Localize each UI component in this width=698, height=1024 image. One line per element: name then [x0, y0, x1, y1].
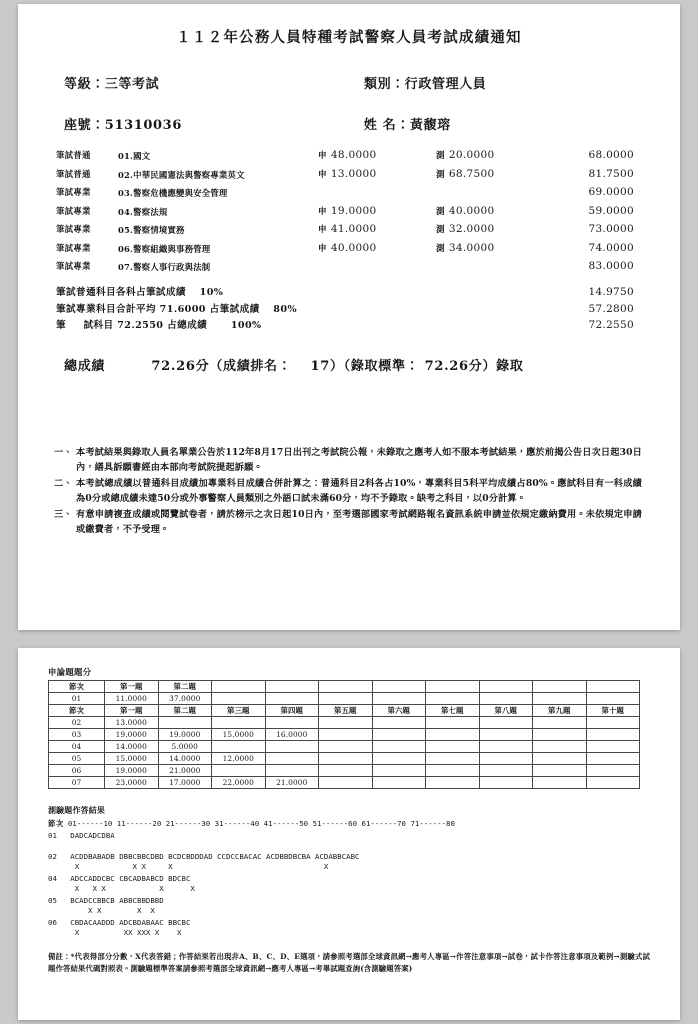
note-text: 有意申請複查成績或閱覽試卷者，請於榜示之次日起10日內，至考選部國家考試網路報名資訊系統申請並依規定繳納費用。未依規定申請或繳費者，不予受理。 — [76, 508, 642, 535]
essay-table-cell — [426, 765, 480, 777]
essay-table-row — [49, 765, 640, 777]
essay-table-cell — [265, 765, 319, 777]
page-title: １１２年公務人員特種考試警察人員考試成績通知 — [176, 29, 522, 46]
essay-table-cell — [533, 729, 587, 741]
essay-table-cell: 5.0000 — [158, 741, 212, 753]
mc-score-value: 68.7500 — [448, 167, 495, 180]
essay-table-cell — [372, 717, 426, 729]
essay-score-value: 48.0000 — [330, 149, 377, 161]
essay-score-value: 19.0000 — [330, 204, 377, 217]
subject-essay-score — [318, 242, 436, 254]
essay-table-cell — [265, 717, 319, 729]
essay-table-row — [49, 693, 640, 705]
note-text: 本考試總成績以普通科目成績加專業科目成績合併計算之：普通科目2科各占10%，專業科目5科平均成績占80%。應試科目有一科成績為0分或總成績未達50分或外事警察人員類別之外語口試未滿60分，均不予錄取。缺考之科目，以0分計算。 — [76, 477, 642, 504]
subject-name: 01.國文 — [118, 151, 151, 161]
mc-session-number: 01 — [48, 830, 57, 840]
subject-category: 筆試專業 — [56, 242, 91, 253]
essay-table-cell — [586, 765, 640, 777]
essay-table-cell — [533, 717, 587, 729]
subject-total-score: 68.0000 — [588, 149, 634, 161]
essay-score-value: 41.0000 — [330, 223, 377, 235]
essay-table-cell — [319, 741, 373, 753]
essay-table-cell — [586, 753, 640, 765]
subject-mc-score — [436, 223, 556, 235]
essay-table-header-cell — [479, 681, 533, 693]
essay-table-cell: 14.0000 — [105, 741, 159, 753]
grand-total-line: 總成績 72.26分（成績排名： 17）（錄取標準： 72.26分）錄取 — [64, 359, 524, 374]
summary-value: 14.9750 — [588, 286, 634, 298]
subject-row — [42, 186, 656, 201]
summary-value: 72.2550 — [588, 319, 634, 331]
mc-answers-section — [48, 805, 658, 937]
essay-table-row — [49, 741, 640, 753]
mc-mark-label: 測 — [436, 206, 445, 217]
note-item — [54, 477, 642, 507]
subject-name: 06.警察組織與事務管理 — [118, 243, 211, 254]
essay-table-cell: 19.0000 — [105, 765, 159, 777]
essay-table-cell — [319, 777, 373, 789]
essay-mark-label: 申 — [318, 243, 327, 254]
exam-grade: 等級：三等考試 — [64, 77, 160, 92]
essay-table-header-cell: 第九題 — [533, 705, 587, 717]
essay-table-cell — [426, 717, 480, 729]
essay-table-cell — [372, 777, 426, 789]
subject-essay-score — [318, 168, 436, 180]
subject-row — [42, 168, 656, 183]
score-notification-page-2 — [18, 648, 680, 1020]
essay-table-cell: 12.0000 — [212, 753, 266, 765]
essay-table-cell: 07 — [49, 777, 105, 789]
note-item — [54, 446, 642, 476]
essay-table-header-row — [49, 705, 640, 717]
essay-table-row — [49, 753, 640, 765]
essay-table-cell — [586, 717, 640, 729]
essay-table-cell: 19.0000 — [158, 729, 212, 741]
essay-table-cell: 19.0000 — [105, 729, 159, 741]
subject-total-score: 74.0000 — [588, 241, 634, 254]
essay-table-header-cell: 第二題 — [158, 681, 212, 693]
essay-table-cell — [479, 729, 533, 741]
essay-table-cell — [479, 765, 533, 777]
essay-table-header-cell — [265, 681, 319, 693]
subject-name: 05.警察情境實務 — [118, 225, 185, 235]
essay-table-cell — [372, 753, 426, 765]
exam-category: 類別：行政管理人員 — [364, 77, 487, 92]
essay-table-cell — [212, 741, 266, 753]
subject-row — [42, 242, 656, 257]
mc-answer-group — [48, 874, 658, 893]
essay-table-header-cell — [372, 681, 426, 693]
subject-mc-score — [436, 168, 556, 180]
mc-answer-string: DADCADCDBA — [70, 830, 115, 840]
mc-wrong-answer-marks — [48, 840, 658, 849]
essay-table-header-cell: 第二題 — [158, 705, 212, 717]
essay-table-cell: 15.0000 — [105, 753, 159, 765]
mc-session-number: 05 — [48, 896, 57, 906]
summary-label: 筆試普通科目各科占筆試成績 10% — [56, 287, 224, 298]
essay-mark-label: 申 — [318, 206, 327, 217]
essay-table-cell — [265, 741, 319, 753]
essay-table-cell: 02 — [49, 717, 105, 729]
mc-answer-string: ACDDBABADB DBBCBBCDBD BCDCBDDDAD CCDCCBACAC ACDBBDBCBA ACDABBCABC — [70, 852, 360, 862]
essay-score-table — [48, 680, 640, 789]
essay-table-cell — [212, 693, 266, 705]
essay-table-cell — [533, 765, 587, 777]
essay-table-cell: 03 — [49, 729, 105, 741]
subject-mc-score — [436, 242, 556, 254]
essay-table-row — [49, 717, 640, 729]
subject-category: 筆試專業 — [56, 261, 91, 271]
essay-table-cell: 37.0000 — [158, 693, 212, 705]
essay-table-cell: 05 — [49, 753, 105, 765]
subject-mc-score — [436, 205, 556, 217]
seat-number: 座號：51310036 — [64, 118, 182, 133]
mc-answer-string: BCADCCBBCB ABBCBBDBBD — [70, 896, 164, 906]
mc-wrong-answer-marks: X X X X — [48, 906, 155, 916]
mc-mark-label: 測 — [436, 169, 445, 180]
essay-table-cell — [533, 753, 587, 765]
essay-table-cell — [533, 741, 587, 753]
mc-answer-line — [48, 852, 658, 862]
essay-table-header-cell — [426, 681, 480, 693]
essay-table-header-cell: 第四題 — [265, 705, 319, 717]
essay-table-cell — [212, 765, 266, 777]
subject-row — [42, 205, 656, 220]
exam-grade-row — [42, 73, 656, 92]
essay-table-cell: 13.0000 — [105, 717, 159, 729]
essay-table-cell: 15.0000 — [212, 729, 266, 741]
essay-table-header-cell: 第一題 — [105, 705, 159, 717]
essay-table-cell — [479, 753, 533, 765]
mc-ruler-label: 節次 — [48, 819, 64, 828]
notes-section — [42, 446, 656, 537]
essay-table-cell — [479, 777, 533, 789]
essay-table-cell — [319, 729, 373, 741]
mc-answer-line — [48, 874, 658, 884]
subject-category: 筆試專業 — [56, 224, 91, 234]
subject-category: 筆試普通 — [56, 168, 91, 179]
note-marker: 一、 — [54, 447, 73, 458]
mc-answer-ruler — [48, 818, 658, 829]
subject-total-score: 59.0000 — [588, 204, 634, 217]
subject-total-score: 83.0000 — [588, 260, 634, 272]
note-item — [54, 508, 642, 538]
subject-row — [42, 223, 656, 238]
essay-table-cell — [426, 729, 480, 741]
summary-label: 筆 試科目 72.2550 占總成績 100% — [56, 320, 262, 331]
essay-score-value: 40.0000 — [330, 241, 377, 254]
essay-table-row — [49, 729, 640, 741]
essay-table-header-cell: 第五題 — [319, 705, 373, 717]
essay-table-cell — [212, 717, 266, 729]
mc-answer-string: CBDACAADDD ADCBDABAAC BBCBC — [70, 918, 191, 928]
note-marker: 三、 — [54, 508, 73, 520]
essay-section-label: 申論題題分 — [48, 667, 92, 677]
subject-total-score: 81.7500 — [588, 167, 634, 180]
essay-table-header-cell: 第七題 — [426, 705, 480, 717]
mc-session-number: 02 — [48, 852, 57, 862]
subject-name: 02.中華民國憲法與警察專業英文 — [118, 169, 245, 180]
essay-mark-label: 申 — [318, 151, 327, 161]
summary-row — [42, 301, 656, 315]
essay-table-row — [49, 777, 640, 789]
mc-wrong-answer-marks: X X X X X — [48, 884, 195, 894]
essay-table-header-cell — [212, 681, 266, 693]
essay-table-cell — [372, 765, 426, 777]
subject-name: 07.警察人事行政與法制 — [118, 262, 211, 272]
essay-table-cell — [426, 693, 480, 705]
essay-table-cell — [586, 693, 640, 705]
mc-score-value: 40.0000 — [448, 204, 495, 217]
essay-table-cell — [372, 729, 426, 741]
essay-table-header-cell: 第三題 — [212, 705, 266, 717]
mc-mark-label: 測 — [436, 151, 445, 161]
mc-answer-line — [48, 896, 658, 906]
subject-category: 筆試普通 — [56, 150, 91, 160]
mc-score-value: 20.0000 — [448, 149, 495, 161]
essay-table-cell — [426, 777, 480, 789]
mc-answer-group — [48, 918, 658, 937]
essay-table-cell — [479, 741, 533, 753]
summary-value: 57.2800 — [588, 302, 634, 315]
essay-table-header-cell — [533, 681, 587, 693]
essay-mark-label: 申 — [318, 225, 327, 235]
mc-session-number: 06 — [48, 918, 57, 928]
essay-table-header-cell: 第八題 — [479, 705, 533, 717]
mc-answer-group — [48, 852, 658, 871]
essay-table-cell — [319, 717, 373, 729]
mc-mark-label: 測 — [436, 243, 445, 254]
essay-table-cell — [479, 717, 533, 729]
essay-table-cell: 21.0000 — [265, 777, 319, 789]
note-text: 本考試結果與錄取人員名單業公告於112年8月17日出刊之考試院公報，未錄取之應考人如不服本考試結果，應於前揭公告日次日起30日內，繕具訴願書經由本部向考試院提起訴願。 — [76, 447, 642, 473]
subject-category: 筆試專業 — [56, 205, 91, 216]
mc-ruler-scale: 01------10 11------20 21------30 31------40 41------50 51------60 61------70 71------80 — [67, 819, 455, 828]
mc-answer-group — [48, 896, 658, 915]
essay-table-cell: 16.0000 — [265, 729, 319, 741]
essay-mark-label: 申 — [318, 169, 327, 180]
mc-score-value: 34.0000 — [448, 241, 495, 254]
mc-section-label: 測驗題作答結果 — [48, 805, 106, 815]
essay-table-cell: 14.0000 — [158, 753, 212, 765]
essay-table-cell — [586, 729, 640, 741]
essay-table-cell — [426, 741, 480, 753]
subject-essay-score — [318, 149, 436, 161]
subject-row — [42, 149, 656, 164]
mc-wrong-answer-marks: X XX XXX X X — [48, 928, 182, 938]
essay-table-cell — [265, 753, 319, 765]
subject-score-table — [42, 149, 656, 275]
note-marker: 二、 — [54, 477, 73, 489]
summary-row — [42, 317, 656, 331]
footnote-text: 備註：*代表得部分分數，X代表答錯；作答結果若出現非A、B、C、D、E選項，請參照考選部全球資訊網→應考人專區→作答注意事項→試卷，試卡作答注意事項及範例→測驗式試題作答結果代碼對照表。測驗題標準答案請參照考選部全球資訊網→應考人專區→考畢試題查詢(含測驗題答案) — [48, 952, 650, 974]
subject-total-score: 73.0000 — [588, 223, 634, 235]
score-notification-page-1 — [18, 4, 680, 630]
essay-table-header-cell: 節次 — [49, 705, 105, 717]
essay-score-value: 13.0000 — [330, 167, 377, 180]
essay-table-cell: 11.0000 — [105, 693, 159, 705]
summary-label: 筆試專業科目合計平均 71.6000 占筆試成績 80% — [56, 303, 297, 315]
essay-table-cell — [319, 753, 373, 765]
essay-table-header-row — [49, 681, 640, 693]
essay-table-cell: 23.0000 — [105, 777, 159, 789]
essay-table-cell — [586, 777, 640, 789]
essay-table-header-cell: 第十題 — [586, 705, 640, 717]
mc-mark-label: 測 — [436, 225, 445, 235]
mc-answer-line — [48, 831, 658, 841]
essay-table-cell: 06 — [49, 765, 105, 777]
essay-table-cell — [479, 693, 533, 705]
mc-answer-line — [48, 918, 658, 928]
essay-table-header-cell — [586, 681, 640, 693]
essay-table-cell — [158, 717, 212, 729]
subject-category: 筆試專業 — [56, 187, 91, 197]
essay-table-cell: 01 — [49, 693, 105, 705]
subject-name: 04.警察法規 — [118, 206, 168, 217]
essay-table-cell: 21.0000 — [158, 765, 212, 777]
essay-table-cell — [533, 777, 587, 789]
essay-table-header-cell — [319, 681, 373, 693]
essay-table-cell — [586, 741, 640, 753]
essay-table-cell — [372, 693, 426, 705]
summary-score-rows — [42, 284, 656, 331]
essay-table-cell — [372, 741, 426, 753]
mc-answer-string: ADCCADDCBC CBCADBABCD BDCBC — [70, 874, 191, 884]
mc-session-number: 04 — [48, 874, 57, 884]
essay-table-header-cell: 節次 — [49, 681, 105, 693]
essay-table-cell — [319, 693, 373, 705]
subject-name: 03.警察危機應變與安全管理 — [118, 188, 228, 198]
mc-score-value: 32.0000 — [448, 223, 495, 235]
essay-table-cell: 17.0000 — [158, 777, 212, 789]
essay-table-cell: 04 — [49, 741, 105, 753]
essay-table-cell — [426, 753, 480, 765]
essay-table-cell: 22.0000 — [212, 777, 266, 789]
essay-table-header-cell: 第一題 — [105, 681, 159, 693]
essay-table-header-cell: 第六題 — [372, 705, 426, 717]
mc-wrong-answer-marks: X X X X X — [48, 862, 329, 872]
candidate-name: 姓 名：黃馥瑢 — [364, 118, 451, 133]
summary-row — [42, 284, 656, 298]
mc-answer-group — [48, 831, 658, 850]
subject-mc-score — [436, 149, 556, 161]
subject-essay-score — [318, 223, 436, 235]
essay-table-cell — [319, 765, 373, 777]
subject-row — [42, 260, 656, 275]
essay-table-cell — [265, 693, 319, 705]
essay-table-cell — [533, 693, 587, 705]
subject-total-score: 69.0000 — [588, 186, 634, 198]
candidate-row — [42, 114, 656, 133]
subject-essay-score — [318, 205, 436, 217]
